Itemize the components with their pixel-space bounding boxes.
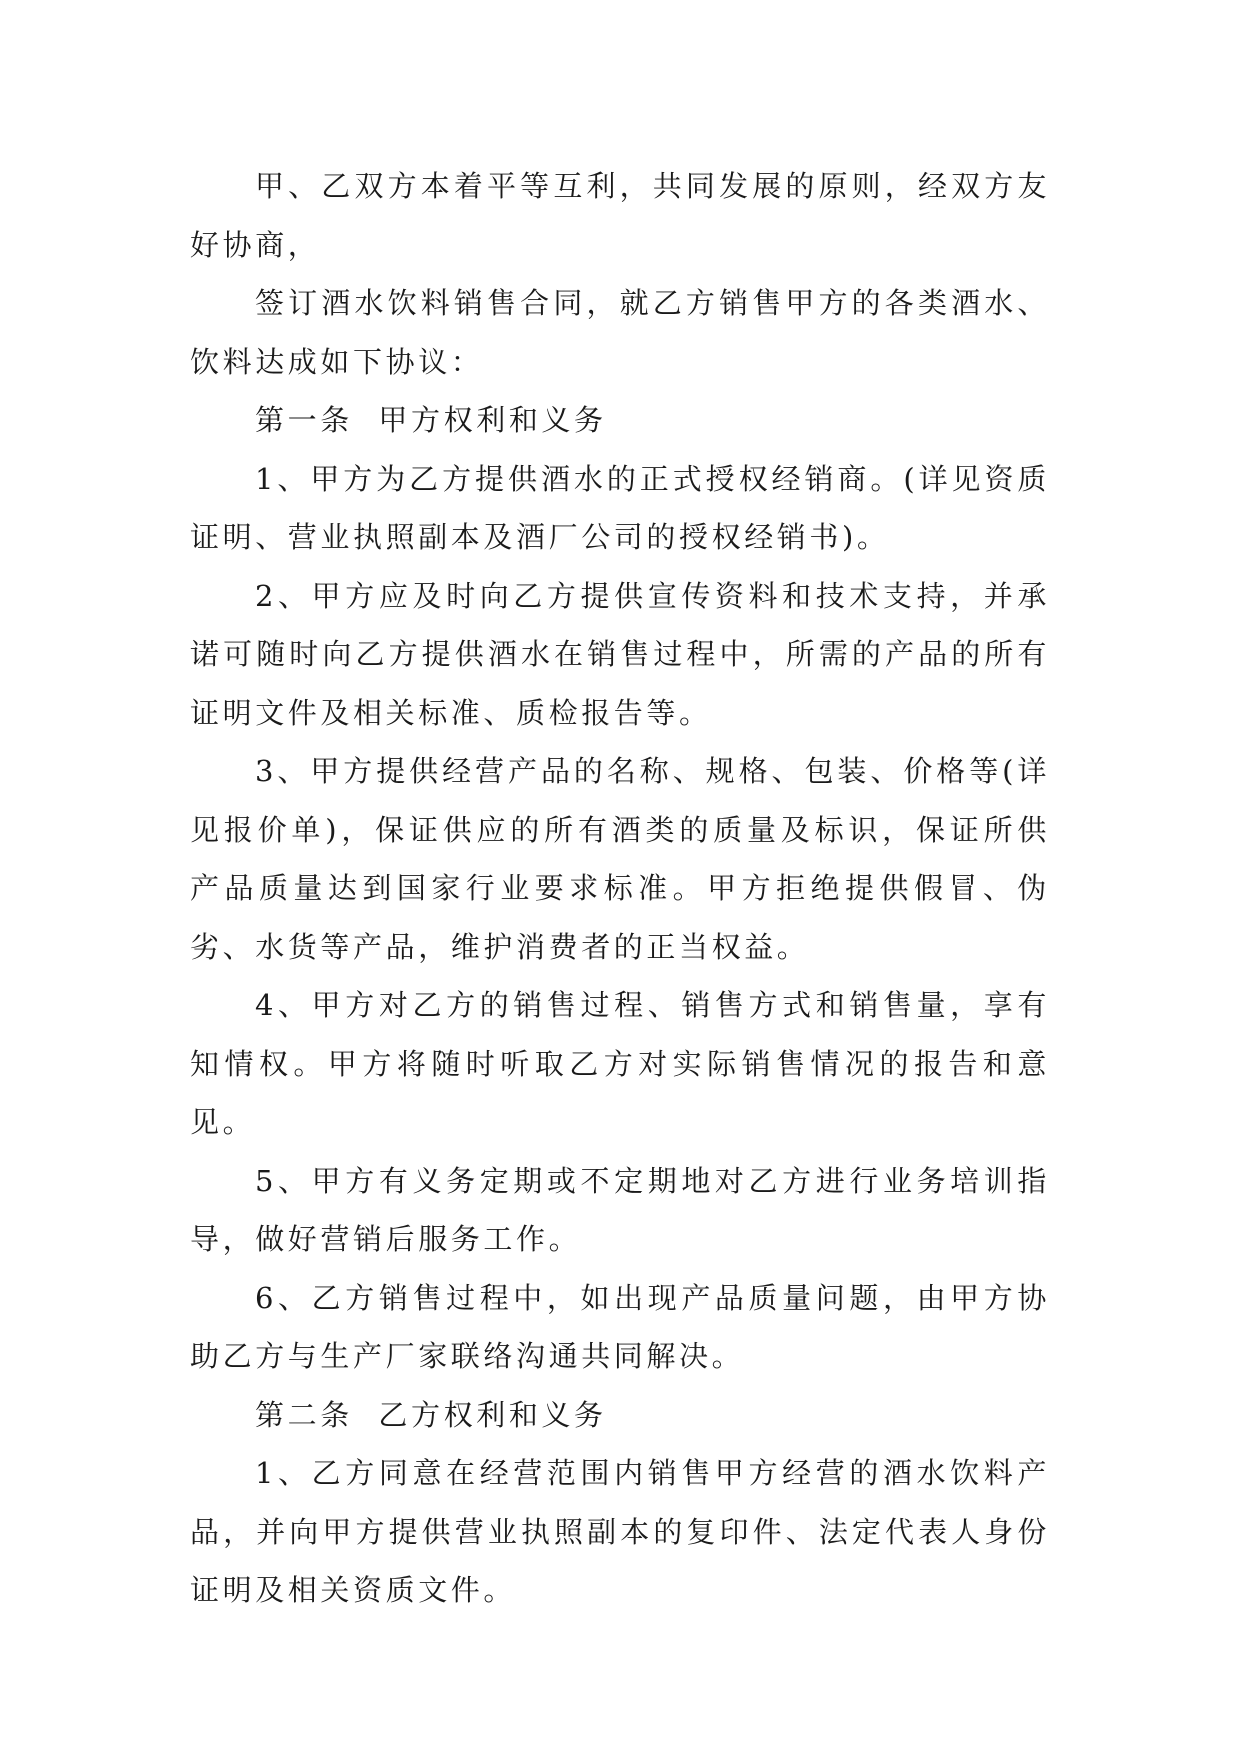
article-2-heading: 第二条 乙方权利和义务 [255,1397,607,1432]
article-1-clause-3: 3、甲方提供经营产品的名称、规格、包装、价格等(详见报价单)，保证供应的所有酒类的质量及标识，保证所供产品质量达到国家行业要求标准。甲方拒绝提供假冒、伪劣、水货等产品，维护消费者的正当权益。 [190,754,1050,964]
document-body [190,157,1050,1620]
paragraph-agreement-intro: 签订酒水饮料销售合同，就乙方销售甲方的各类酒水、饮料达成如下协议： [190,286,1050,379]
article-1-heading: 第一条 甲方权利和义务 [255,403,607,437]
paragraph-preamble: 甲、乙双方本着平等互利，共同发展的原则，经双方友好协商， [190,169,1050,262]
article-1-clause-1: 1、甲方为乙方提供酒水的正式授权经销商。(详见资质证明、营业执照副本及酒厂公司的授权经销书)。 [190,461,1050,554]
article-1-clause-2: 2、甲方应及时向乙方提供宣传资料和技术支持，并承诺可随时向乙方提供酒水在销售过程中，所需的产品的所有证明文件及相关标准、质检报告等。 [190,578,1050,730]
article-1-clause-6: 6、乙方销售过程中，如出现产品质量问题，由甲方协助乙方与生产厂家联络沟通共同解决。 [190,1280,1050,1373]
article-1-clause-5: 5、甲方有义务定期或不定期地对乙方进行业务培训指导，做好营销后服务工作。 [190,1163,1050,1256]
article-2-clause-1: 1、乙方同意在经营范围内销售甲方经营的酒水饮料产品，并向甲方提供营业执照副本的复印件、法定代表人身份证明及相关资质文件。 [190,1456,1050,1607]
article-1-clause-4: 4、甲方对乙方的销售过程、销售方式和销售量，享有知情权。甲方将随时听取乙方对实际销售情况的报告和意见。 [190,988,1050,1139]
